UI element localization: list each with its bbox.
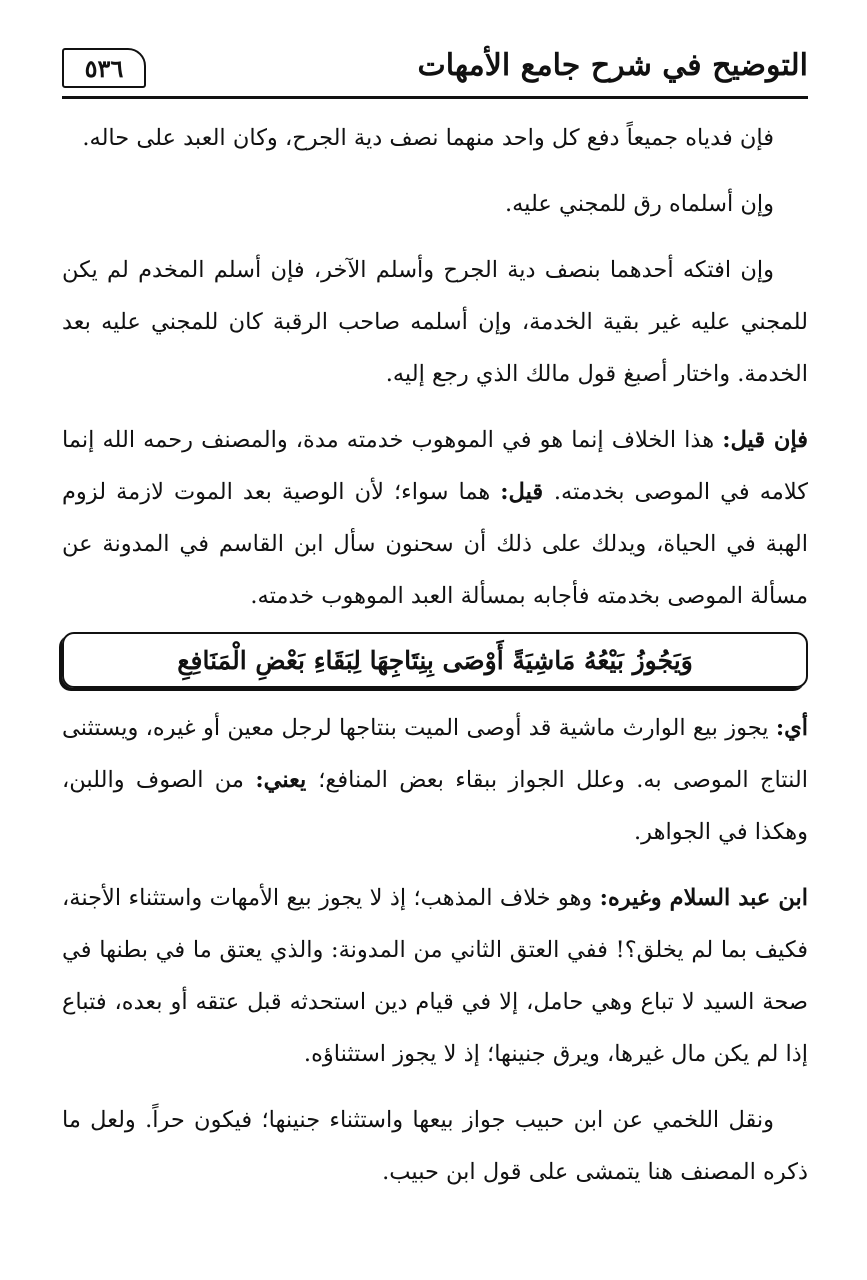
paragraph-5-text-a: يجوز بيع الوارث ماشية قد أوصى الميت بنتاجها لرجل معين أو غيره، ويستثنى النتاج الموصى به. وعلل الجواز ببقاء بعض المنافع؛ xyxy=(62,715,808,793)
paragraph-2: وإن أسلماه رق للمجني عليه. xyxy=(504,191,774,217)
lead-term: فإن قيل: xyxy=(722,427,808,453)
paragraph-4-text-a: هذا الخلاف إنما هو في الموهوب خدمته مدة، والمصنف رحمه الله إنما كلامه في الموصى بخدمته. xyxy=(62,427,808,505)
paragraph-4-text-b: هما سواء؛ لأن الوصية بعد الموت لازمة لزوم الهبة في الحياة، ويدلك على ذلك أن سحنون سأل ابن القاسم في المدونة عن مسألة الموصى بخدمته فأجابه بمسألة العبد الموهوب خدمته. xyxy=(62,479,808,609)
lead-term-2: يعني: xyxy=(255,767,319,793)
paragraph-1: فإن فدياه جميعاً دفع كل واحد منهما نصف دية الجرح، وكان العبد على حاله. xyxy=(82,125,774,151)
matn-heading: وَيَجُوزُ بَيْعُهُ مَاشِيَةً أَوْصَى بِنِتَاجِهَا لِبَقَاءِ بَعْضِ الْمَنَافِعِ xyxy=(62,632,808,688)
lead-term: أي: xyxy=(775,715,808,741)
header-rule xyxy=(62,96,808,99)
page-number: ٥٣٦ xyxy=(62,48,146,88)
paragraph-6-text: وهو خلاف المذهب؛ إذ لا يجوز بيع الأمهات واستثناء الأجنة، فكيف بما لم يخلق؟! ففي العتق الثاني من المدونة: والذي يعتق ما في بطنها في صحة السيد لا تباع وهي حامل، إلا في قيام دين استحدثه قبل عتقه أو بعده، فتباع إذا لم يكن مال غيرها، ويرق جنينها؛ إذ لا يجوز استثناؤه. xyxy=(62,885,808,1067)
page-body xyxy=(62,112,808,1198)
paragraph-7: ونقل اللخمي عن ابن حبيب جواز بيعها واستثناء جنينها؛ فيكون حراً. ولعل ما ذكره المصنف هنا يتمشى على قول ابن حبيب. xyxy=(62,1107,808,1185)
paragraph-5 xyxy=(62,702,808,858)
paragraph-4 xyxy=(62,414,808,622)
lead-term: ابن عبد السلام وغيره: xyxy=(599,885,808,911)
running-title: التوضيح في شرح جامع الأمهات xyxy=(417,48,808,83)
paragraph-5-text-b: من الصوف واللبن، وهكذا في الجواهر. xyxy=(62,767,808,845)
lead-term-2: قيل: xyxy=(500,479,554,505)
paragraph-3: وإن افتكه أحدهما بنصف دية الجرح وأسلم الآخر، فإن أسلم المخدم لم يكن للمجني عليه غير بقية الخدمة، وإن أسلمه صاحب الرقبة كان للمجني عليه بعد الخدمة. واختار أصبغ قول مالك الذي رجع إليه. xyxy=(62,257,808,387)
page-header xyxy=(62,40,808,98)
paragraph-6 xyxy=(62,872,808,1080)
